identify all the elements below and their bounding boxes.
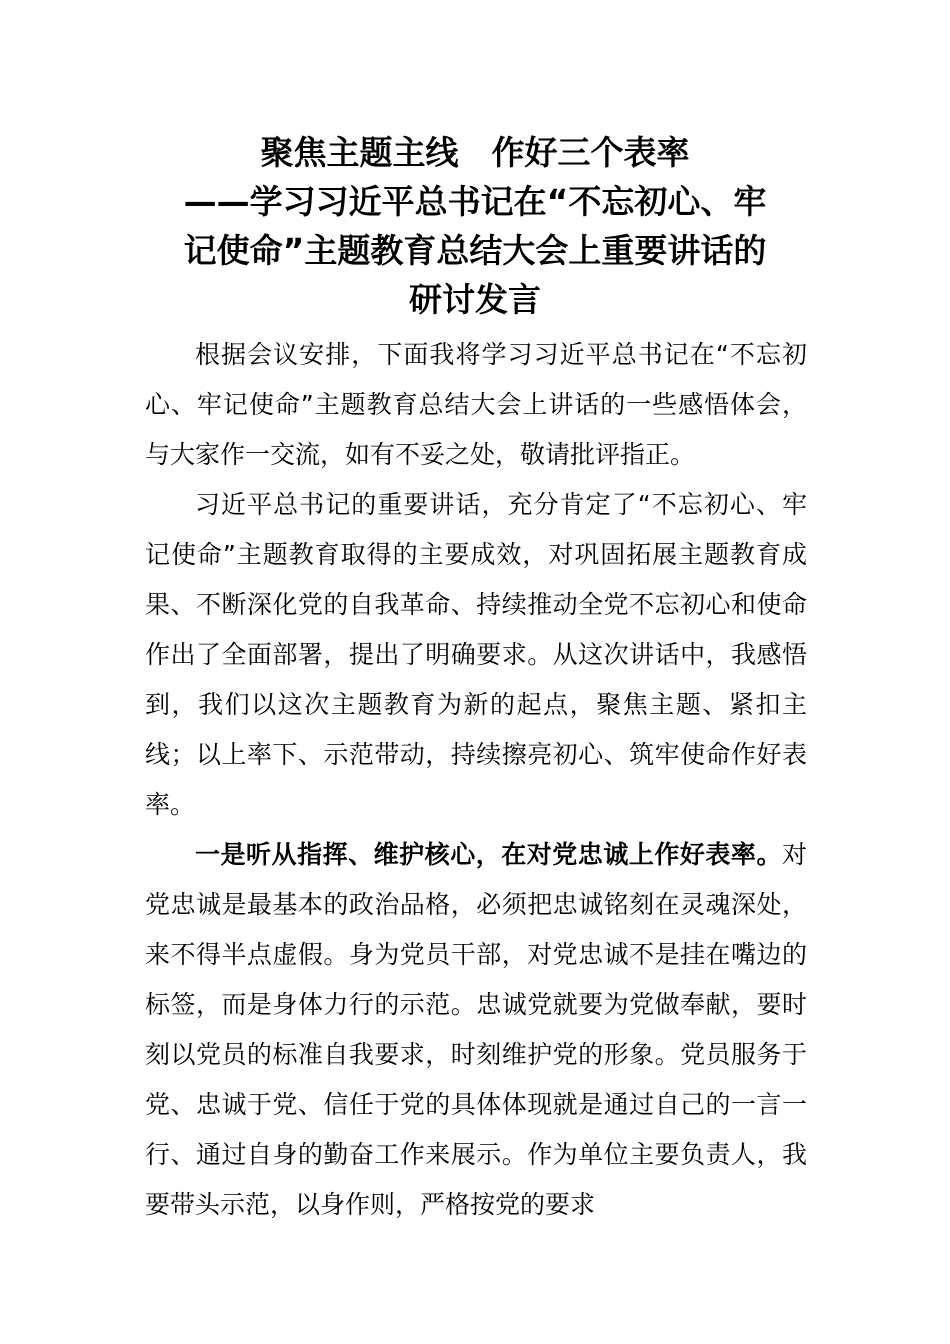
paragraph-point-one-heading: 一是听从指挥、维护核心，在对党忠诚上作好表率。 xyxy=(195,840,782,869)
paragraph-intro-text: 根据会议安排，下面我将学习习近平总书记在“不忘初心、牢记使命”主题教育总结大会上讲话的一些感悟体会，与大家作一交流，如有不妥之处，敬请批评指正。 xyxy=(145,340,807,469)
paragraph-point-one xyxy=(145,830,807,1230)
document-title xyxy=(120,128,830,324)
document-body xyxy=(145,330,807,1230)
title-line-1: 聚焦主题主线 作好三个表率 xyxy=(260,133,690,172)
paragraph-summary xyxy=(145,480,807,830)
paragraph-intro xyxy=(145,330,807,480)
title-line-4: 研讨发言 xyxy=(409,280,541,319)
paragraph-summary-text: 习近平总书记的重要讲话，充分肯定了“不忘初心、牢记使命”主题教育取得的主要成效，对巩固拓展主题教育成果、不断深化党的自我革命、持续推动全党不忘初心和使命作出了全面部署，提出了明确要求。从这次讲话中，我感悟到，我们以这次主题教育为新的起点，聚焦主题、紧扣主线；以上率下、示范带动，持续擦亮初心、筑牢使命作好表率。 xyxy=(145,490,807,819)
paragraph-point-one-text: 对党忠诚是最基本的政治品格，必须把忠诚铭刻在灵魂深处，来不得半点虚假。身为党员干部，对党忠诚不是挂在嘴边的标签，而是身体力行的示范。忠诚党就要为党做奉献，要时刻以党员的标准自我要求，时刻维护党的形象。党员服务于党、忠诚于党、信任于党的具体体现就是通过自己的一言一行、通过自身的勤奋工作来展示。作为单位主要负责人，我要带头示范，以身作则，严格按党的要求 xyxy=(145,840,807,1219)
title-line-2: ——学习习近平总书记在“不忘初心、牢 xyxy=(183,182,767,221)
title-line-3: 记使命”主题教育总结大会上重要讲话的 xyxy=(183,231,767,270)
